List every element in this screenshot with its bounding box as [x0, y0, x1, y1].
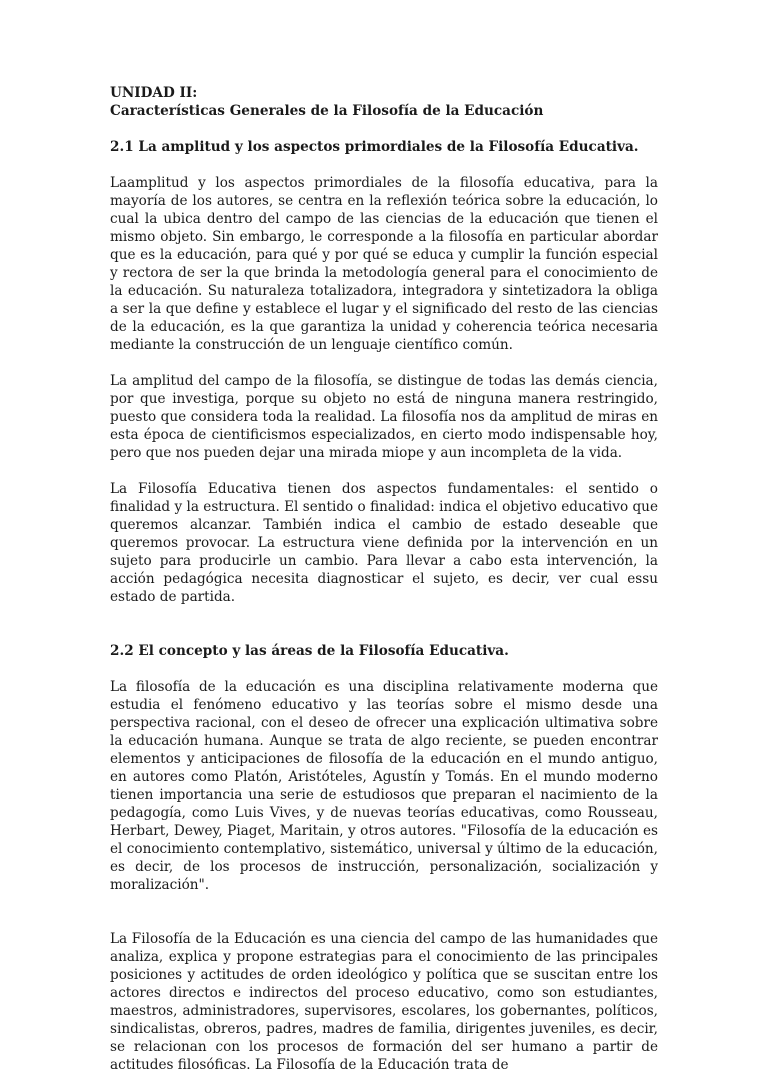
spacer	[110, 462, 658, 480]
spacer	[110, 156, 658, 174]
spacer	[110, 606, 658, 642]
unit-label: UNIDAD II:	[110, 85, 198, 101]
spacer	[110, 660, 658, 678]
paragraph-ciencia-humanidades: La Filosofía de la Educación es una ciencia del campo de las humanidades que analiza, explica y propone estrategias para el conocimiento de las principales posiciones y actitudes de orden ideológico y política que se suscitan entre los actores directos e indirectos del proceso educativo, como son estudiantes, maestros, administradores, supervisores, escolares, los gobernantes, políticos, sindicalistas, obreros, padres, madres de familia, dirigentes juveniles, es decir, se relacionan con los procesos de formación del ser humano a partir de actitudes filosóficas. La Filosofía de la Educación trata de	[110, 931, 658, 1073]
spacer	[110, 354, 658, 372]
spacer	[110, 120, 658, 138]
spacer	[110, 894, 658, 930]
document-page	[110, 84, 658, 1074]
paragraph-amplitud: Laamplitud y los aspectos primordiales de la filosofía educativa, para la mayoría de los autores, se centra en la reflexión teórica sobre la educación, lo cual la ubica dentro del campo de las ciencias de la educación que tienen el mismo objeto. Sin embargo, le corresponde a la filosofía en particular abordar que es la educación, para qué y por qué se educa y cumplir la función especial y rectora de ser la que brinda la metodología general para el conocimiento de la educación. Su naturaleza totalizadora, integradora y sintetizadora la obliga a ser la que define y establece el lugar y el significado del resto de las ciencias de la educación, es la que garantiza la unidad y coherencia teórica necesaria mediante la construcción de un lenguaje científico común.	[110, 175, 658, 353]
section-heading-2-1: 2.1 La amplitud y los aspectos primordiales de la Filosofía Educativa.	[110, 139, 639, 155]
paragraph-campo-filosofia: La amplitud del campo de la filosofía, se distingue de todas las demás ciencia, por que investiga, porque su objeto no está de ninguna manera restringido, puesto que considera toda la realidad. La filosofía nos da amplitud de miras en esta época de cientificismos especializados, en cierto modo indispensable hoy, pero que nos pueden dejar una mirada miope y aun incompleta de la vida.	[110, 373, 658, 461]
unit-title: Características Generales de la Filosofía de la Educación	[110, 103, 544, 119]
paragraph-concepto: La filosofía de la educación es una disciplina relativamente moderna que estudia el fenómeno educativo y las teorías sobre el mismo desde una perspectiva racional, con el deseo de ofrecer una explicación ultimativa sobre la educación humana. Aunque se trata de algo reciente, se pueden encontrar elementos y anticipaciones de filosofía de la educación en el mundo antiguo, en autores como Platón, Aristóteles, Agustín y Tomás. En el mundo moderno tienen importancia una serie de estudiosos que preparan el nacimiento de la pedagogía, como Luis Vives, y de nuevas teorías educativas, como Rousseau, Herbart, Dewey, Piaget, Maritain, y otros autores. "Filosofía de la educación es el conocimiento contemplativo, sistemático, universal y último de la educación, es decir, de los procesos de instrucción, personalización, socialización y moralización".	[110, 679, 658, 893]
section-heading-2-2: 2.2 El concepto y las áreas de la Filosofía Educativa.	[110, 643, 509, 659]
paragraph-aspectos-fundamentales: La Filosofía Educativa tienen dos aspectos fundamentales: el sentido o finalidad y la estructura. El sentido o finalidad: indica el objetivo educativo que queremos alcanzar. También indica el cambio de estado deseable que queremos provocar. La estructura viene definida por la intervención en un sujeto para producirle un cambio. Para llevar a cabo esta intervención, la acción pedagógica necesita diagnosticar el sujeto, es decir, ver cual essu estado de partida.	[110, 481, 658, 605]
